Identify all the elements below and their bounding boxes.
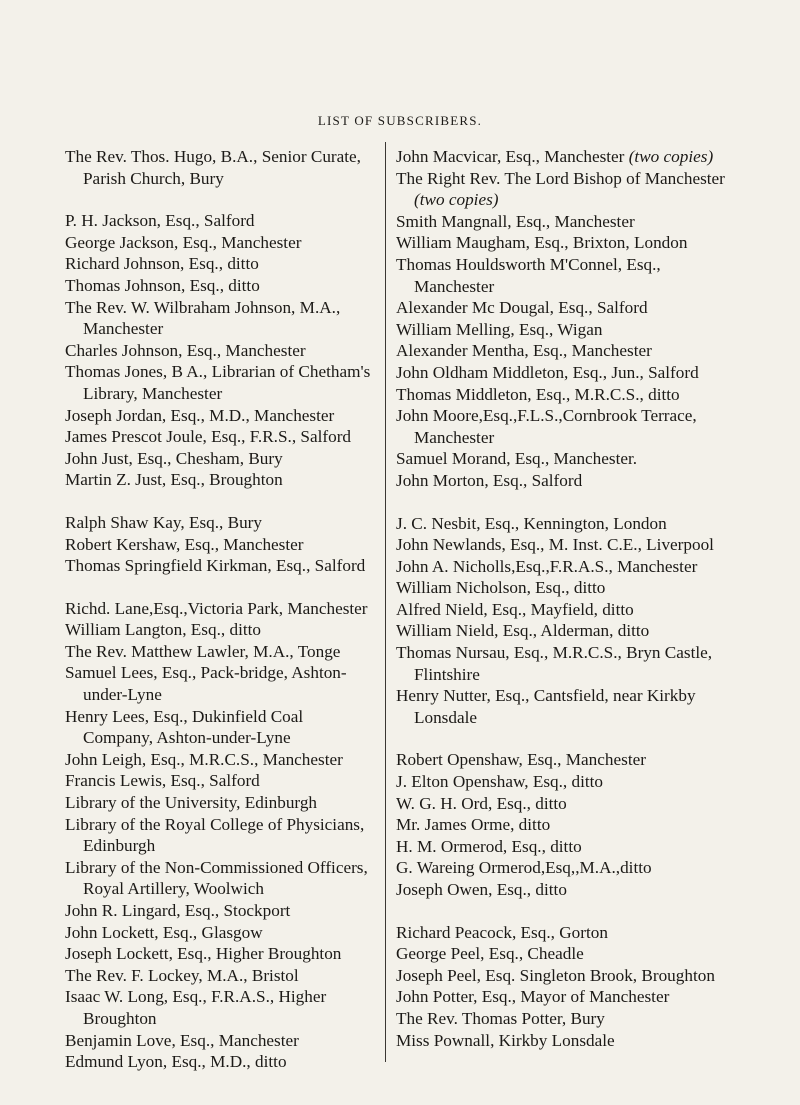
subscriber-entry bbox=[396, 232, 736, 254]
subscriber-entry: The Rev. W. Wilbraham Johnson, M.A., Manchester bbox=[65, 297, 341, 339]
subscriber-name: William Melling, Esq., Wigan bbox=[396, 319, 603, 339]
subscriber-name: The Rev. Thomas Potter, Bury bbox=[396, 1008, 605, 1028]
subscriber-entry: Thomas Springfield Kirkman, Esq., Salford bbox=[65, 556, 366, 576]
subscriber-entry bbox=[396, 556, 736, 578]
subscriber-entry bbox=[396, 1008, 736, 1030]
subscriber-entry bbox=[396, 362, 736, 384]
subscriber-entry bbox=[396, 146, 736, 168]
subscriber-name: Robert Openshaw, Esq., Manchester bbox=[396, 750, 646, 770]
subscriber-entry bbox=[396, 448, 736, 470]
subscriber-entry bbox=[396, 771, 736, 793]
subscriber-entry bbox=[396, 857, 736, 879]
subscriber-name: Alexander Mentha, Esq., Manchester bbox=[396, 341, 652, 361]
subscriber-name: Henry Nutter, Esq., Cantsfield, near Kirkby Lonsdale bbox=[396, 686, 696, 727]
subscriber-name: Richard Peacock, Esq., Gorton bbox=[396, 922, 608, 942]
subscriber-group bbox=[65, 146, 375, 189]
subscriber-name: William Nield, Esq., Alderman, ditto bbox=[396, 621, 650, 641]
subscriber-name: John Potter, Esq., Mayor of Manchester bbox=[396, 987, 670, 1007]
subscriber-name: J. Elton Openshaw, Esq., ditto bbox=[396, 772, 604, 792]
subscriber-entry: James Prescot Joule, Esq., F.R.S., Salford bbox=[65, 427, 352, 447]
subscriber-entry bbox=[396, 749, 736, 771]
subscriber-entry: John Just, Esq., Chesham, Bury bbox=[65, 448, 283, 468]
subscriber-group bbox=[65, 598, 375, 1073]
subscriber-entry: Francis Lewis, Esq., Salford bbox=[65, 771, 260, 791]
subscriber-name: William Maugham, Esq., Brixton, London bbox=[396, 233, 688, 253]
subscriber-name: George Peel, Esq., Cheadle bbox=[396, 944, 584, 964]
subscriber-name: Thomas Nursau, Esq., M.R.C.S., Bryn Castle, Flintshire bbox=[396, 643, 713, 684]
subscriber-entry: Library of the University, Edinburgh bbox=[65, 793, 318, 813]
subscriber-entry: Richd. Lane,Esq.,Victoria Park, Manchester bbox=[65, 598, 368, 618]
subscriber-name: Thomas Houldsworth M'Connel, Esq., Manchester bbox=[396, 254, 661, 296]
column-divider bbox=[385, 142, 386, 1062]
subscriber-name: Thomas Middleton, Esq., M.R.C.S., ditto bbox=[396, 384, 680, 404]
subscriber-group bbox=[396, 513, 736, 729]
subscriber-name: G. Wareing Ormerod,Esq,,M.A.,ditto bbox=[396, 858, 652, 878]
subscriber-entry bbox=[396, 470, 736, 492]
subscriber-name: John Moore,Esq.,F.L.S.,Cornbrook Terrace, Manchester bbox=[396, 406, 697, 447]
subscriber-name: J. C. Nesbit, Esq., Kennington, London bbox=[396, 513, 667, 533]
subscriber-entry bbox=[396, 879, 736, 901]
subscriber-entry: Benjamin Love, Esq., Manchester bbox=[65, 1030, 299, 1050]
subscriber-entry: Edmund Lyon, Esq., M.D., ditto bbox=[65, 1052, 287, 1072]
subscriber-entry bbox=[396, 384, 736, 406]
subscriber-name: The Right Rev. The Lord Bishop of Manchester bbox=[396, 168, 725, 188]
subscriber-name: Joseph Owen, Esq., ditto bbox=[396, 880, 567, 899]
subscriber-entry: Samuel Lees, Esq., Pack-bridge, Ashton-under-Lyne bbox=[65, 663, 347, 705]
subscriber-entry: The Rev. Matthew Lawler, M.A., Tonge bbox=[65, 641, 341, 661]
subscriber-entry bbox=[396, 599, 736, 621]
subscriber-name: Joseph Peel, Esq. Singleton Brook, Broughton bbox=[396, 965, 715, 985]
subscriber-entry: The Rev. Thos. Hugo, B.A., Senior Curate, Parish Church, Bury bbox=[65, 147, 361, 188]
subscriber-name: Smith Mangnall, Esq., Manchester bbox=[396, 211, 635, 231]
subscriber-entry: John R. Lingard, Esq., Stockport bbox=[65, 901, 291, 920]
subscriber-entry: Joseph Jordan, Esq., M.D., Manchester bbox=[65, 405, 335, 425]
subscriber-group bbox=[65, 210, 375, 491]
subscriber-entry bbox=[396, 319, 736, 341]
right-column bbox=[396, 146, 736, 1072]
subscriber-group bbox=[396, 922, 736, 1052]
subscriber-entry bbox=[396, 254, 736, 297]
subscriber-note: (two copies) bbox=[628, 147, 714, 166]
subscriber-name: John Morton, Esq., Salford bbox=[396, 470, 583, 490]
subscriber-entry: Library of the Royal College of Physicians, Edinburgh bbox=[65, 814, 365, 856]
subscriber-name: William Nicholson, Esq., ditto bbox=[396, 578, 606, 598]
subscriber-group bbox=[396, 146, 736, 492]
subscriber-name: Alexander Mc Dougal, Esq., Salford bbox=[396, 298, 648, 318]
subscriber-entry: Isaac W. Long, Esq., F.R.A.S., Higher Broughton bbox=[65, 987, 327, 1028]
subscriber-entry bbox=[396, 168, 736, 211]
subscriber-entry bbox=[396, 836, 736, 858]
subscriber-name: W. G. H. Ord, Esq., ditto bbox=[396, 793, 567, 813]
subscriber-entry: P. H. Jackson, Esq., Salford bbox=[65, 211, 255, 231]
subscriber-entry: Martin Z. Just, Esq., Broughton bbox=[65, 470, 283, 490]
subscriber-name: John Newlands, Esq., M. Inst. C.E., Liverpool bbox=[396, 535, 714, 555]
subscriber-entry: Richard Johnson, Esq., ditto bbox=[65, 254, 259, 274]
subscriber-entry bbox=[396, 965, 736, 987]
subscriber-name: John A. Nicholls,Esq.,F.R.A.S., Manchester bbox=[396, 556, 698, 576]
subscriber-note: (two copies) bbox=[414, 190, 499, 210]
subscriber-entry bbox=[396, 793, 736, 815]
subscriber-name: John Macvicar, Esq., Manchester bbox=[396, 147, 629, 166]
subscriber-entry bbox=[396, 577, 736, 599]
subscriber-name: John Oldham Middleton, Esq., Jun., Salford bbox=[396, 362, 699, 382]
subscriber-entry: William Langton, Esq., ditto bbox=[65, 620, 261, 640]
subscriber-entry: George Jackson, Esq., Manchester bbox=[65, 232, 302, 252]
subscriber-entry bbox=[396, 620, 736, 642]
subscriber-entry: The Rev. F. Lockey, M.A., Bristol bbox=[65, 965, 299, 985]
subscriber-entry: John Leigh, Esq., M.R.C.S., Manchester bbox=[65, 749, 343, 769]
subscriber-entry bbox=[396, 1030, 736, 1052]
subscriber-name: Miss Pownall, Kirkby Lonsdale bbox=[396, 1030, 615, 1050]
subscriber-entry: Robert Kershaw, Esq., Manchester bbox=[65, 534, 304, 554]
subscriber-entry bbox=[396, 534, 736, 556]
subscriber-entry: Henry Lees, Esq., Dukinfield Coal Company, Ashton-under-Lyne bbox=[65, 706, 304, 748]
subscriber-entry bbox=[396, 943, 736, 965]
subscriber-entry bbox=[396, 685, 736, 728]
subscriber-entry bbox=[396, 211, 736, 233]
subscriber-entry: John Lockett, Esq., Glasgow bbox=[65, 922, 263, 942]
subscriber-entry bbox=[396, 297, 736, 319]
subscriber-entry: Joseph Lockett, Esq., Higher Broughton bbox=[65, 944, 342, 964]
subscriber-entry: Thomas Johnson, Esq., ditto bbox=[65, 275, 260, 295]
subscriber-entry: Thomas Jones, B A., Librarian of Chetham's Library, Manchester bbox=[65, 362, 371, 403]
subscriber-group bbox=[396, 749, 736, 900]
subscriber-entry bbox=[396, 922, 736, 944]
subscriber-name: Alfred Nield, Esq., Mayfield, ditto bbox=[396, 599, 634, 619]
subscriber-entry: Library of the Non-Commissioned Officers, Royal Artillery, Woolwich bbox=[65, 857, 368, 899]
subscriber-name: Samuel Morand, Esq., Manchester. bbox=[396, 449, 638, 469]
subscriber-entry bbox=[396, 986, 736, 1008]
subscriber-entry bbox=[396, 405, 736, 448]
left-column bbox=[65, 146, 375, 1094]
subscriber-entry bbox=[396, 642, 736, 685]
subscriber-entry bbox=[396, 814, 736, 836]
subscriber-name: Mr. James Orme, ditto bbox=[396, 815, 551, 835]
subscriber-entry: Ralph Shaw Kay, Esq., Bury bbox=[65, 512, 263, 532]
subscriber-group bbox=[65, 512, 375, 577]
page-header: LIST OF SUBSCRIBERS. bbox=[317, 113, 483, 128]
subscriber-entry bbox=[396, 340, 736, 362]
subscriber-entry: Charles Johnson, Esq., Manchester bbox=[65, 340, 306, 360]
subscriber-entry bbox=[396, 513, 736, 535]
subscriber-name: H. M. Ormerod, Esq., ditto bbox=[396, 836, 582, 856]
